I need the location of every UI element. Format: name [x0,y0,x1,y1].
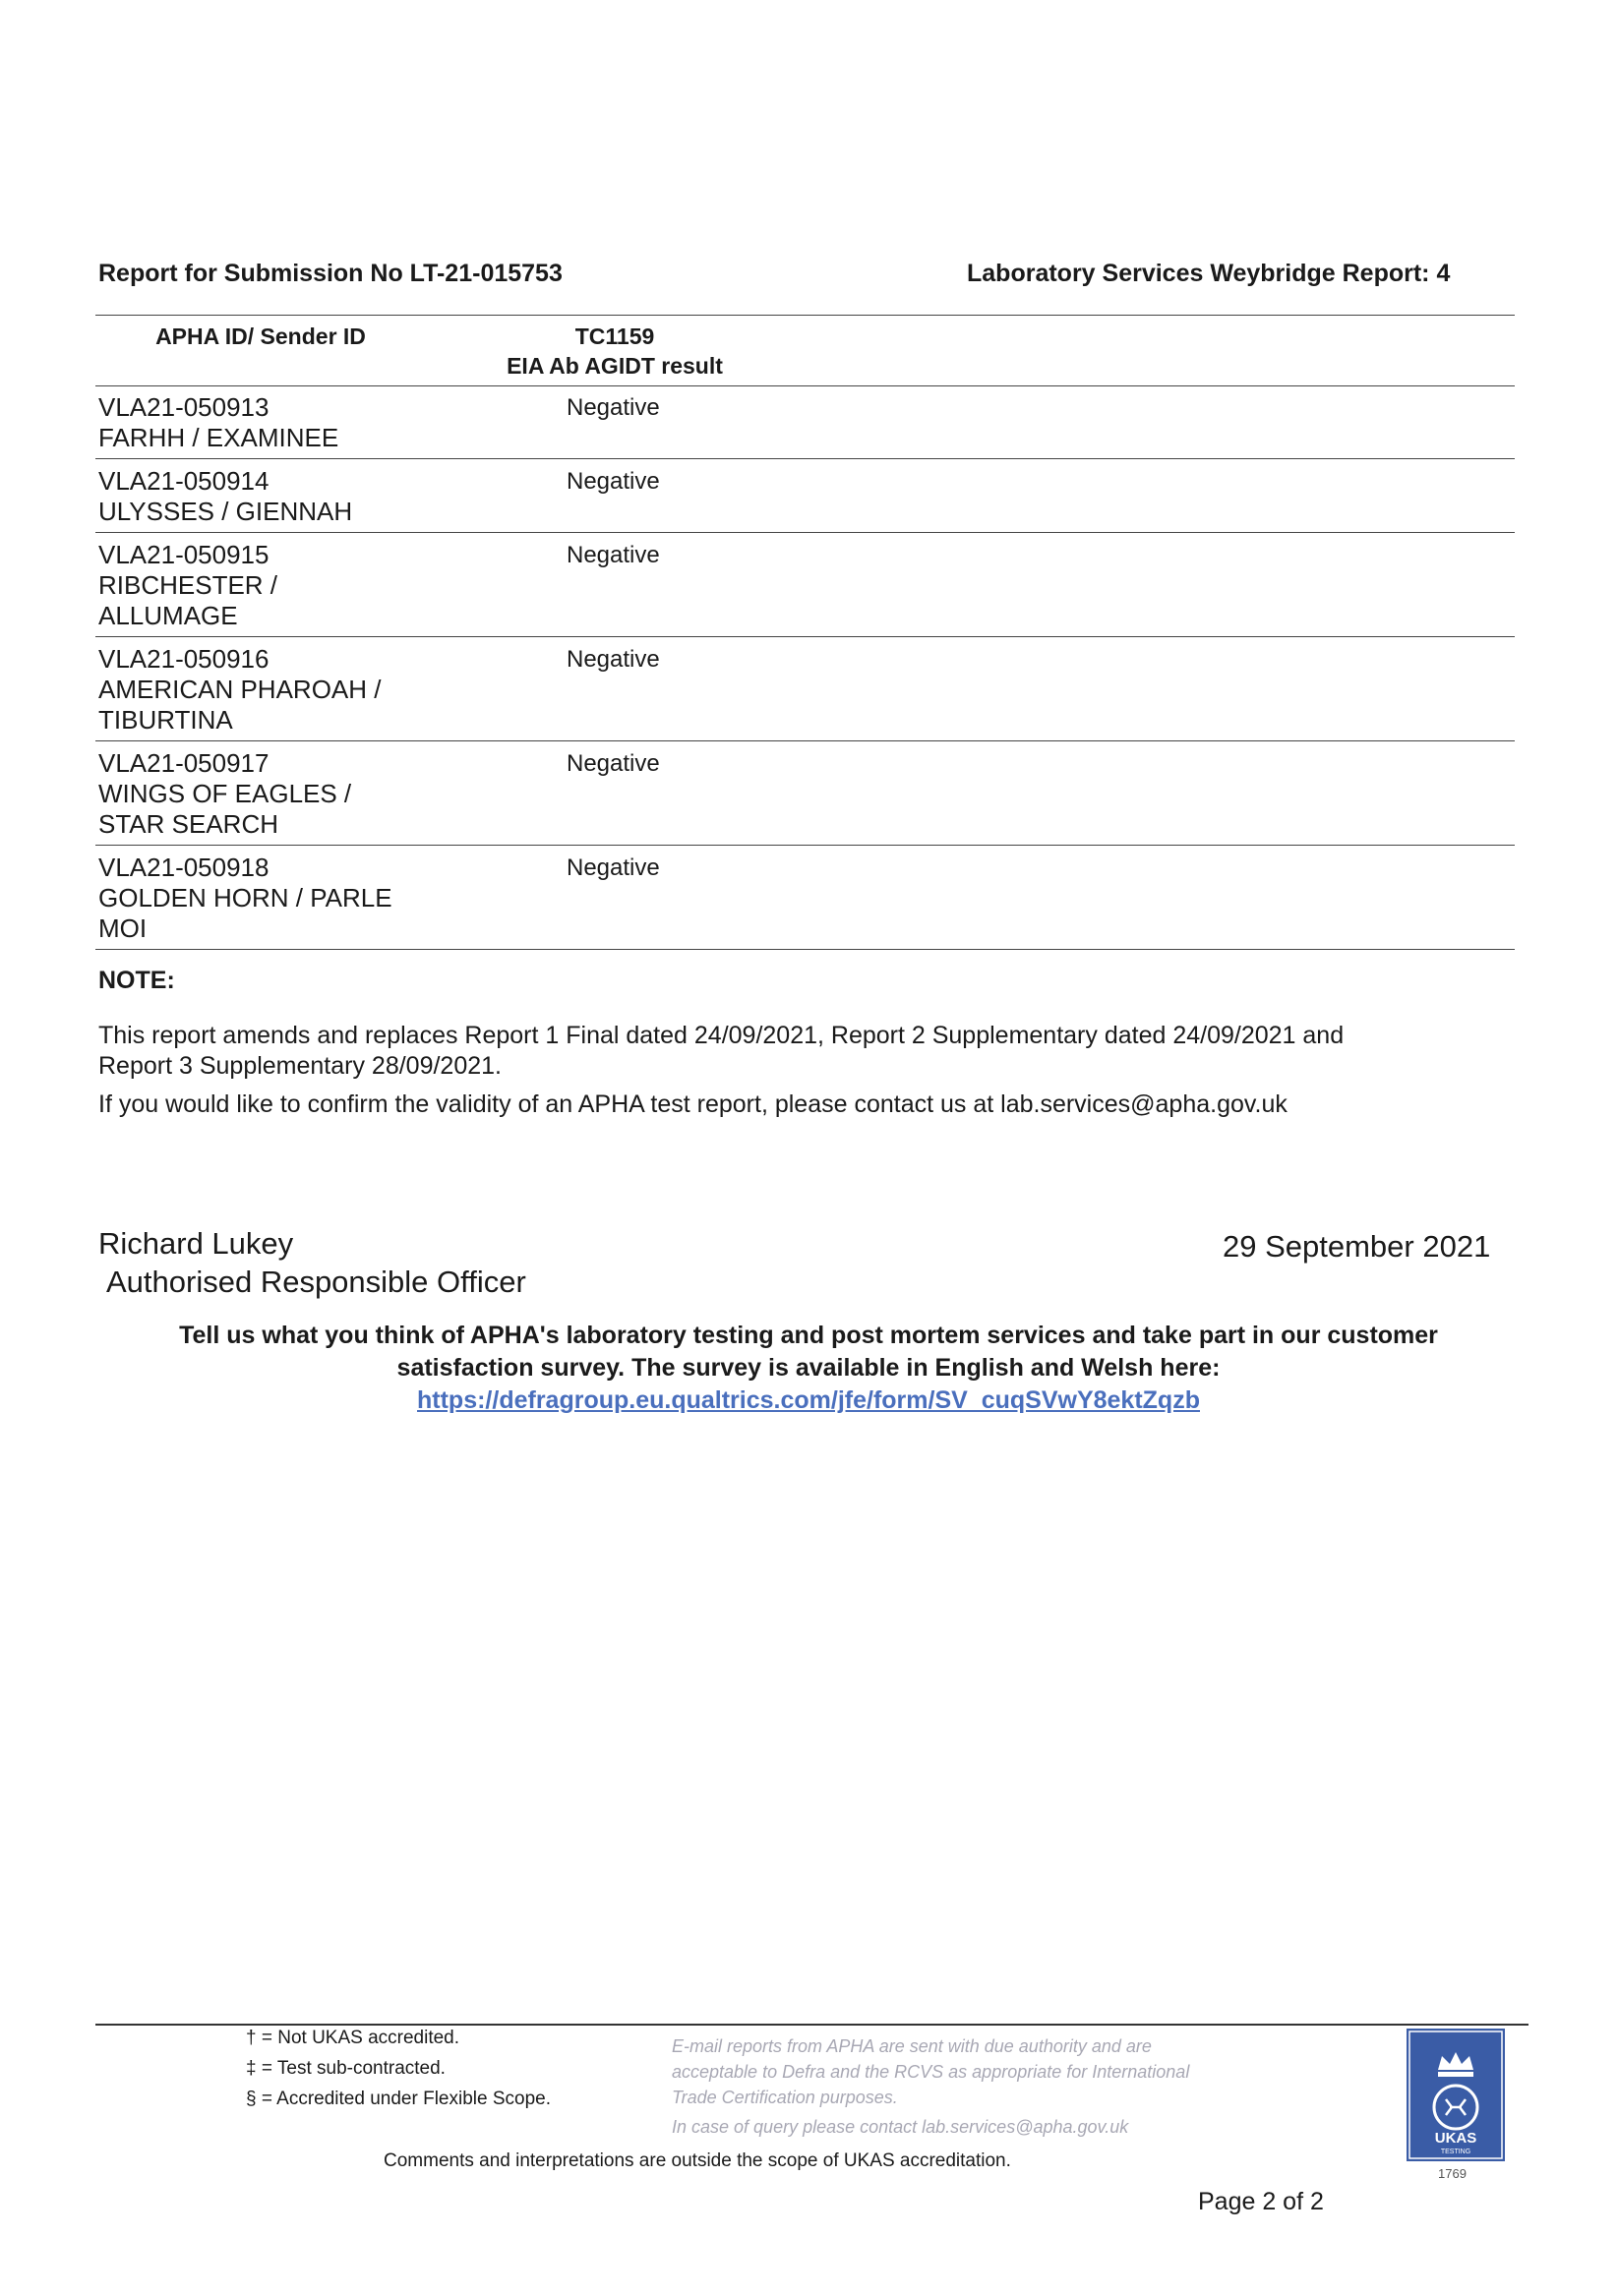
sample-id-line: FARHH / EXAMINEE [98,423,339,452]
note-line: This report amends and replaces Report 1 Final dated 24/09/2021, Report 2 Supplementary dated 24/09/2021 and [98,1022,1345,1049]
note-amendment [98,1021,1505,1082]
disclaimer-line: Trade Certification purposes. [672,2088,898,2107]
note-line: Report 3 Supplementary 28/09/2021. [98,1052,502,1080]
signatory-name: Richard Lukey [98,1226,294,1261]
result-value: Negative [567,394,660,421]
ukas-logo-sub: TESTING [1440,2149,1471,2155]
survey-line: Tell us what you think of APHA's laboratory testing and post mortem services and take part in our customer [179,1322,1438,1349]
divider [95,949,1515,950]
sample-id-line: WINGS OF EAGLES / [98,779,352,808]
result-value: Negative [567,646,660,673]
sample-id-line: RIBCHESTER / [98,570,278,600]
report-submission-title: Report for Submission No LT-21-015753 [98,260,563,287]
sample-id-line: VLA21-050915 [98,540,270,569]
ukas-crown-icon [1407,2029,1505,2161]
sample-id [98,540,277,631]
legend-item: † = Not UKAS accredited. [246,2028,460,2048]
sample-id-line: ALLUMAGE [98,601,238,630]
divider [95,458,1515,459]
result-value: Negative [567,854,660,881]
disclaimer-line: In case of query please contact lab.services@apha.gov.uk [672,2117,1129,2137]
column-header-test-name: EIA Ab AGIDT result [507,353,723,379]
sample-id-line: MOI [98,913,148,943]
report-date: 29 September 2021 [1223,1229,1491,1264]
divider [95,636,1515,637]
ukas-logo [1407,2029,1505,2161]
legend-item: § = Accredited under Flexible Scope. [246,2089,551,2109]
result-value: Negative [567,468,660,495]
email-disclaimer [672,2033,1321,2140]
accreditation-legend [246,2023,551,2114]
sample-id-line: STAR SEARCH [98,809,278,839]
ukas-logo-text: UKAS [1434,2130,1477,2147]
divider [95,315,1515,316]
disclaimer-line: E-mail reports from APHA are sent with due authority and are [672,2036,1152,2056]
survey-link[interactable]: https://defragroup.eu.qualtrics.com/jfe/form/SV_cuqSVwY8ektZqzb [417,1386,1200,1414]
divider [95,740,1515,741]
column-header-id: APHA ID/ Sender ID [155,324,366,349]
sample-id-line: AMERICAN PHAROAH / [98,675,382,704]
result-value: Negative [567,542,660,568]
column-header-test-code: TC1159 [574,324,655,349]
survey-invitation [95,1320,1522,1417]
note-contact: If you would like to confirm the validity of an APHA test report, please contact us at lab.services@apha.gov.uk [98,1090,1288,1118]
ukas-number: 1769 [1438,2166,1467,2181]
result-value: Negative [567,750,660,777]
ukas-scope-comment: Comments and interpretations are outside the scope of UKAS accreditation. [384,2150,1011,2171]
signatory-title: Authorised Responsible Officer [106,1265,526,1299]
sample-id [98,644,382,736]
sample-id [98,748,351,840]
sample-id-line: VLA21-050917 [98,748,270,778]
divider [95,532,1515,533]
sample-id-line: VLA21-050914 [98,466,270,496]
legend-item: ‡ = Test sub-contracted. [246,2058,446,2079]
note-heading: NOTE: [98,967,175,994]
report-lab-title: Laboratory Services Weybridge Report: 4 [967,260,1451,287]
sample-id [98,466,352,527]
sample-id-line: VLA21-050918 [98,853,270,882]
survey-line: satisfaction survey. The survey is available in English and Welsh here: [396,1354,1221,1382]
disclaimer-line: acceptable to Defra and the RCVS as appropriate for International [672,2062,1190,2082]
sample-id-line: ULYSSES / GIENNAH [98,497,353,526]
sample-id-line: VLA21-050913 [98,392,270,422]
divider [95,385,1515,386]
divider [95,845,1515,846]
sample-id [98,392,338,453]
sample-id-line: VLA21-050916 [98,644,270,674]
sample-id [98,853,392,944]
column-header-result [467,322,762,381]
sample-id-line: GOLDEN HORN / PARLE [98,883,392,913]
page-number: Page 2 of 2 [1198,2188,1324,2215]
sample-id-line: TIBURTINA [98,705,233,735]
